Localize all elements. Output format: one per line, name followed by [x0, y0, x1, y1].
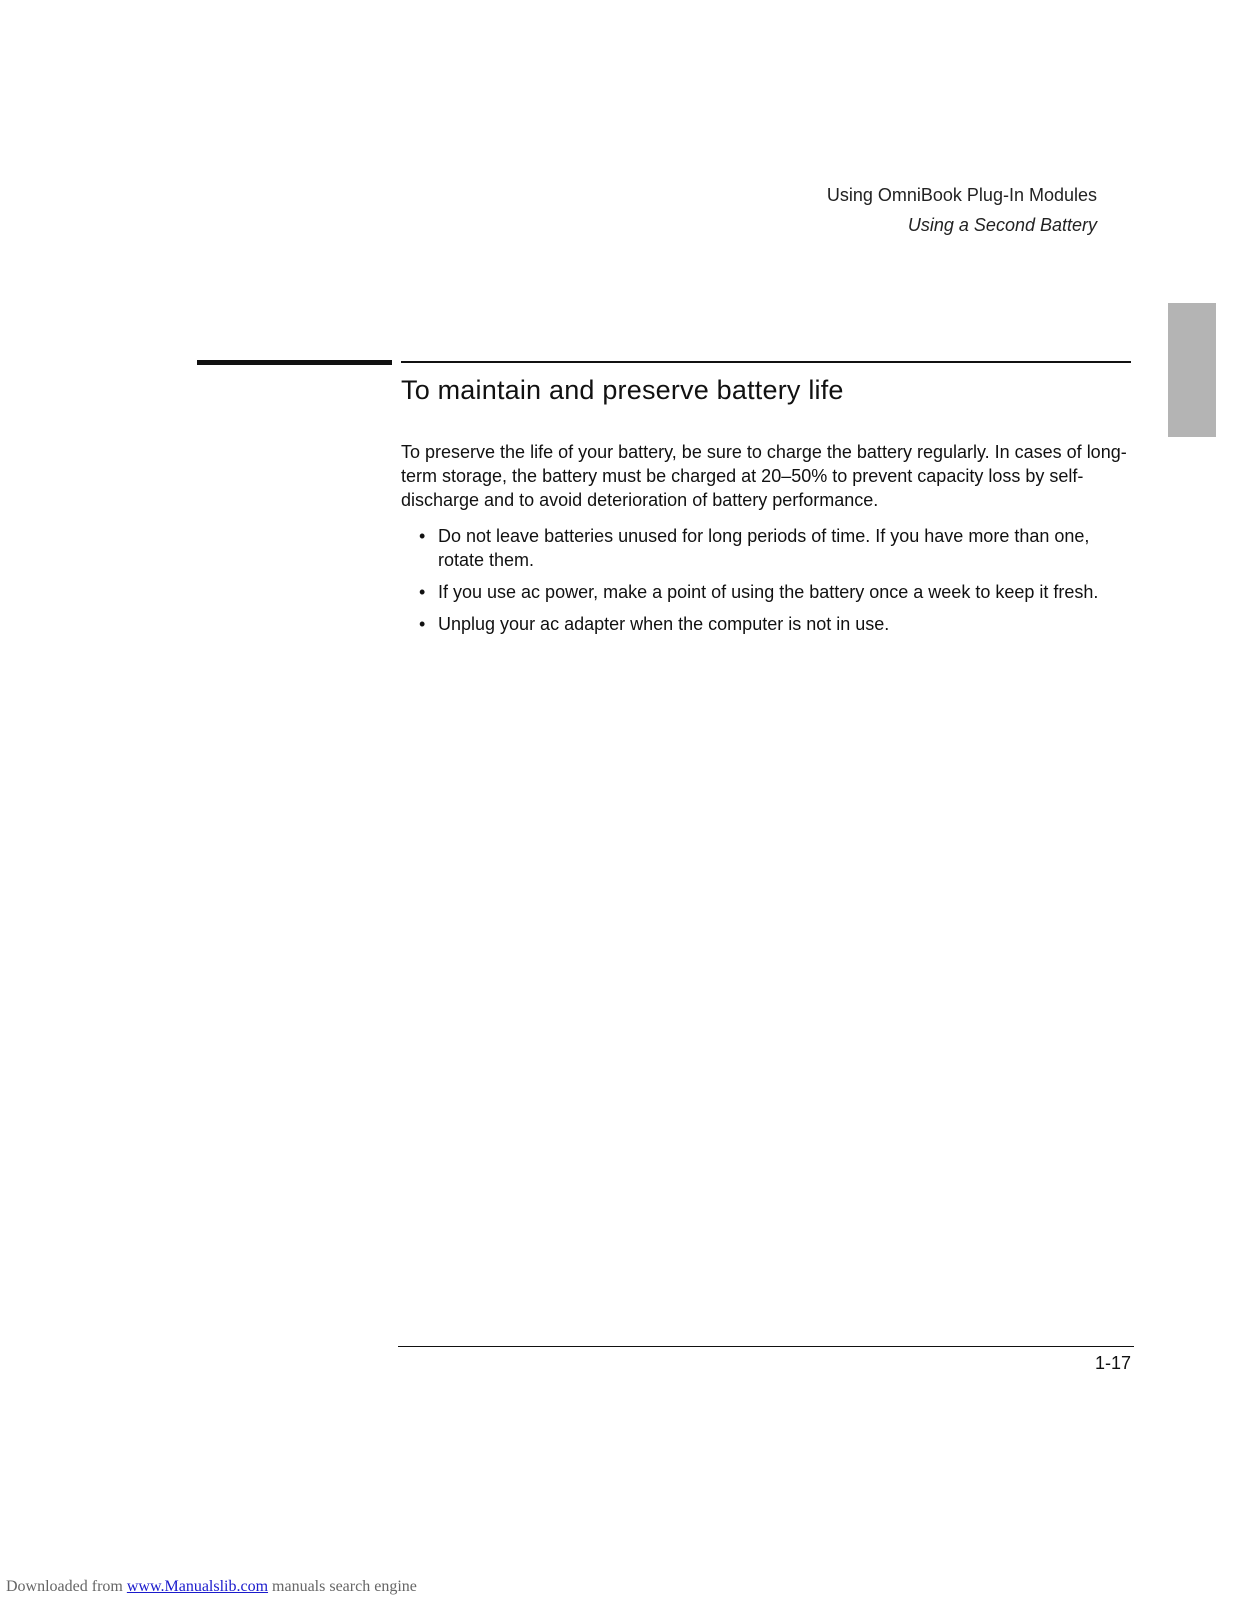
- article-heading: To maintain and preserve battery life: [401, 375, 844, 405]
- list-item: [401, 580, 1131, 604]
- heading-rule-thin: [401, 361, 1131, 363]
- list-item: [401, 524, 1131, 572]
- download-note-suffix: manuals search engine: [268, 1578, 417, 1595]
- download-note-prefix: Downloaded from: [6, 1578, 127, 1595]
- tips-list: [401, 524, 1131, 636]
- chapter-thumb-tab: [1168, 303, 1216, 437]
- page-number: 1-17: [1094, 1353, 1131, 1373]
- bullet-icon: •: [419, 526, 426, 546]
- running-header: [827, 180, 1097, 240]
- article-body: [401, 372, 1131, 644]
- list-item: [401, 612, 1131, 636]
- intro-paragraph: To preserve the life of your battery, be sure to charge the battery regularly. In cases of long-term storage, the battery must be charged at 20–50% to prevent capacity loss by self-discharge and to avoid deterioration of battery performance.: [401, 442, 1127, 510]
- bullet-icon: •: [419, 582, 426, 602]
- list-item-text: Do not leave batteries unused for long periods of time. If you have more than one, rotate them.: [438, 526, 1090, 570]
- bullet-icon: •: [419, 614, 426, 634]
- section-title: Using a Second Battery: [907, 215, 1097, 235]
- list-item-text: If you use ac power, make a point of using the battery once a week to keep it fresh.: [438, 582, 1099, 602]
- footer-rule: [398, 1346, 1134, 1347]
- heading-rule-thick: [197, 360, 392, 365]
- manualslib-link[interactable]: www.Manualslib.com: [126, 1578, 269, 1595]
- download-note: [6, 1577, 417, 1597]
- chapter-title: Using OmniBook Plug-In Modules: [826, 185, 1097, 205]
- list-item-text: Unplug your ac adapter when the computer is not in use.: [438, 614, 890, 634]
